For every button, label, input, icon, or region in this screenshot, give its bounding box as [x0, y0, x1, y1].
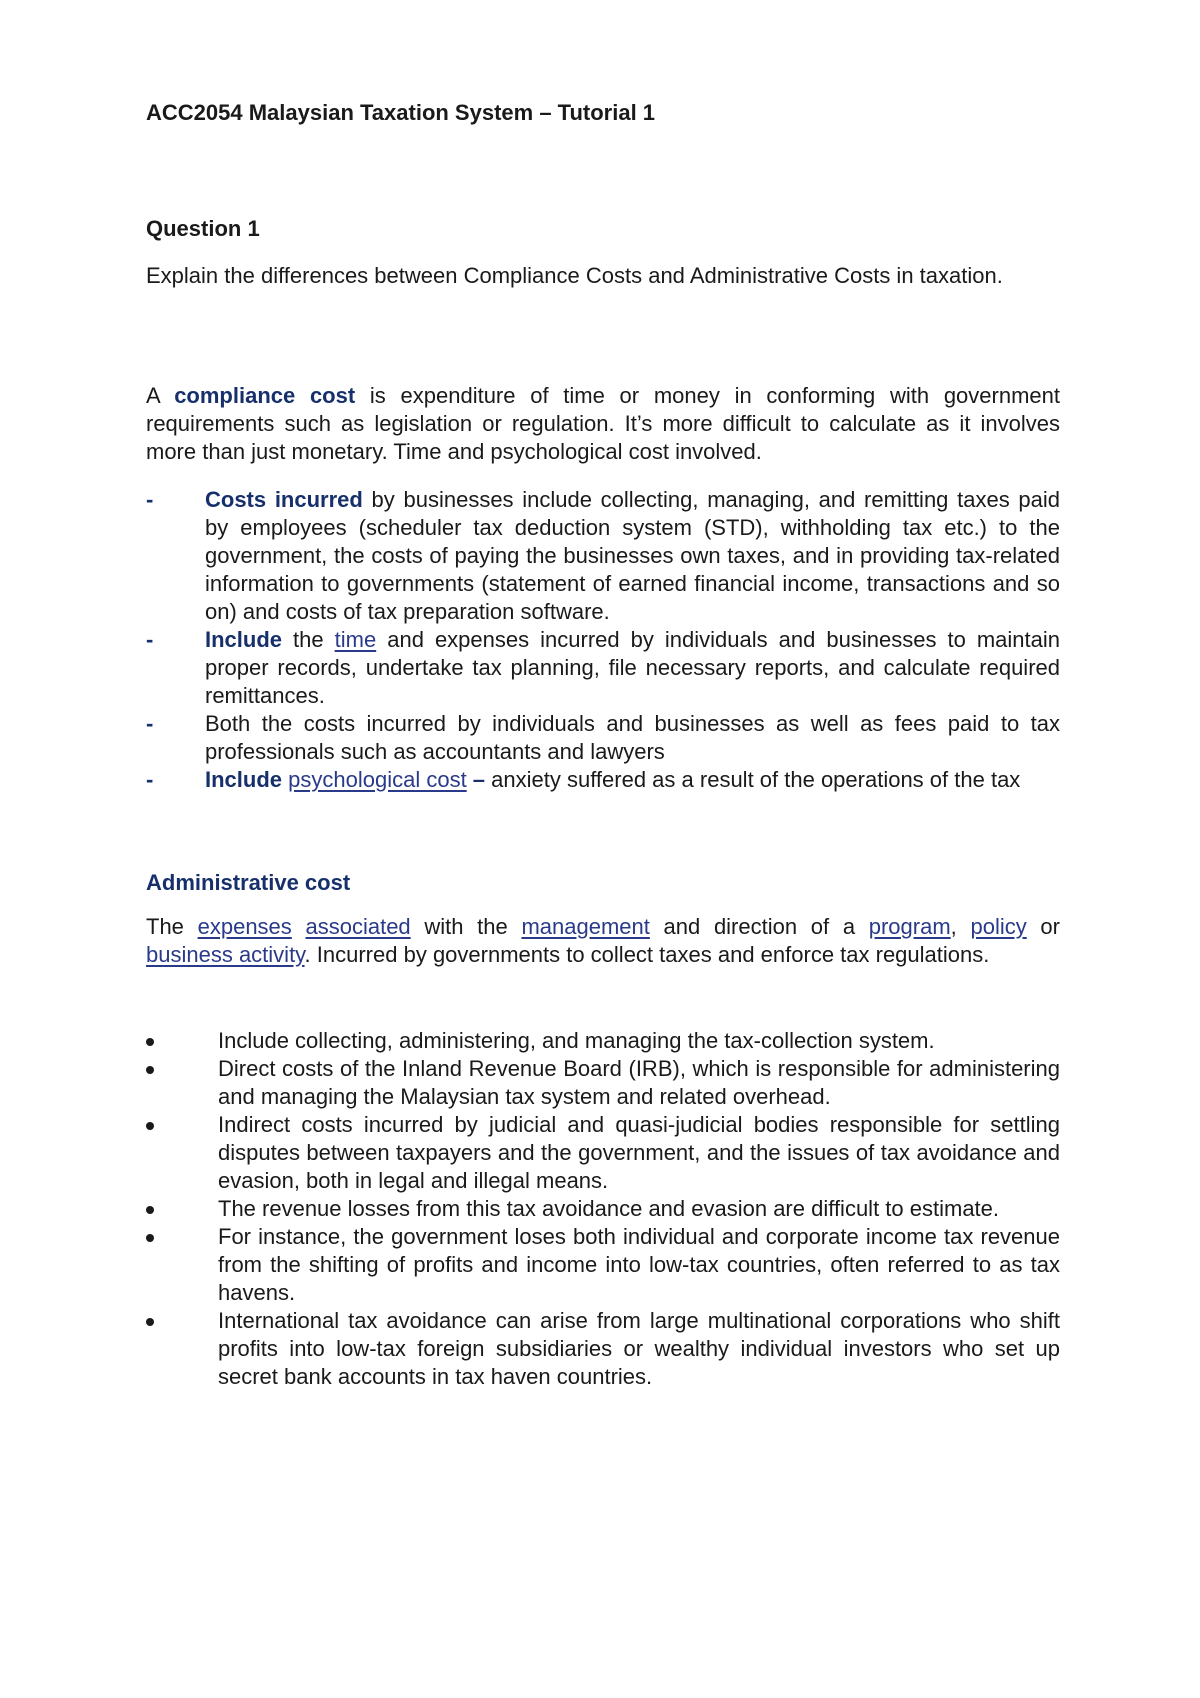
item-text: For instance, the government loses both individual and corporate income tax revenue from the shifting of profits and income into low-tax countries, often referred to as tax havens.: [218, 1224, 1060, 1305]
business-activity-link[interactable]: business activity: [146, 942, 305, 967]
dash-marker: -: [146, 767, 154, 792]
psychological-cost-link[interactable]: psychological cost: [288, 767, 467, 792]
compliance-intro-rest: is expenditure of time or money in conforming with government requirements such as legislation or regulation. It’s more difficult to calculate as it involves more than just monetary. Time and psychological cost involved.: [146, 383, 1060, 464]
intro-word: and direction of a: [649, 914, 869, 939]
bullet-icon: [146, 1206, 154, 1214]
compliance-item: [146, 766, 1060, 794]
intro-word: with the: [410, 914, 522, 939]
associated-link[interactable]: associated: [305, 914, 411, 939]
bullet-icon: [146, 1318, 154, 1326]
bullet-icon: [146, 1038, 154, 1046]
administrative-item: [146, 1223, 1060, 1307]
compliance-list: [146, 486, 1060, 794]
item-text: Include collecting, administering, and managing the tax-collection system.: [218, 1028, 935, 1053]
intro-word: or: [1026, 914, 1060, 939]
item-text: and expenses incurred by individuals and businesses to maintain proper records, undertake tax planning, file necessary reports, and calculate required remittances.: [205, 627, 1060, 708]
intro-word: The: [146, 914, 198, 939]
compliance-item: [146, 626, 1060, 710]
item-text: by businesses include collecting, managing, and remitting taxes paid by employees (scheduler tax deduction system (STD), withholding tax etc.) to the government, the costs of paying the businesses own taxes, and in providing tax-related information to governments (statement of earned financial income, transactions and so on) and costs of tax preparation software.: [205, 487, 1060, 624]
time-link[interactable]: time: [334, 627, 377, 652]
item-lead: Include: [205, 767, 283, 792]
compliance-item: [146, 486, 1060, 626]
program-link[interactable]: program: [868, 914, 951, 939]
administrative-item: [146, 1111, 1060, 1195]
item-dash: –: [466, 767, 486, 792]
question-heading: Question 1: [146, 216, 260, 241]
item-text: Direct costs of the Inland Revenue Board (IRB), which is responsible for administering and managing the Malaysian tax system and related overhead.: [218, 1056, 1060, 1109]
item-lead: Include: [205, 627, 283, 652]
item-lead: Costs incurred: [205, 487, 363, 512]
administrative-intro: [146, 913, 1060, 969]
administrative-item: [146, 1195, 1060, 1223]
expenses-link[interactable]: expenses: [197, 914, 292, 939]
item-pre: the: [282, 627, 335, 652]
policy-link[interactable]: policy: [970, 914, 1027, 939]
bullet-icon: [146, 1066, 154, 1074]
administrative-item: [146, 1027, 1060, 1055]
dash-marker: -: [146, 711, 154, 736]
bullet-icon: [146, 1234, 154, 1242]
administrative-list: [146, 1027, 1060, 1391]
management-link[interactable]: management: [521, 914, 650, 939]
administrative-heading: Administrative cost: [146, 870, 351, 895]
compliance-intro: [146, 382, 1060, 466]
bullet-icon: [146, 1122, 154, 1130]
administrative-item: [146, 1307, 1060, 1391]
item-text: Both the costs incurred by individuals and businesses as well as fees paid to tax professionals such as accountants and lawyers: [205, 711, 1060, 764]
compliance-item: [146, 710, 1060, 766]
document-title: ACC2054 Malaysian Taxation System – Tutorial 1: [146, 100, 656, 125]
intro-word: . Incurred by governments to collect taxes and enforce tax regulations.: [304, 942, 990, 967]
dash-marker: -: [146, 627, 154, 652]
item-text: anxiety suffered as a result of the operations of the tax: [485, 767, 1021, 792]
question-text: Explain the differences between Compliance Costs and Administrative Costs in taxation.: [146, 263, 1003, 288]
item-text: International tax avoidance can arise from large multinational corporations who shift profits into low-tax foreign subsidiaries or wealthy individual investors who set up secret bank accounts in tax haven countries.: [218, 1308, 1060, 1389]
compliance-term: compliance cost: [174, 383, 356, 408]
dash-marker: -: [146, 487, 154, 512]
item-text: Indirect costs incurred by judicial and quasi-judicial bodies responsible for settling disputes between taxpayers and the government, and the issues of tax avoidance and evasion, both in legal and illegal means.: [218, 1112, 1060, 1193]
item-text: The revenue losses from this tax avoidance and evasion are difficult to estimate.: [218, 1196, 1000, 1221]
administrative-item: [146, 1055, 1060, 1111]
compliance-intro-prefix: A: [146, 383, 175, 408]
intro-word: ,: [950, 914, 971, 939]
